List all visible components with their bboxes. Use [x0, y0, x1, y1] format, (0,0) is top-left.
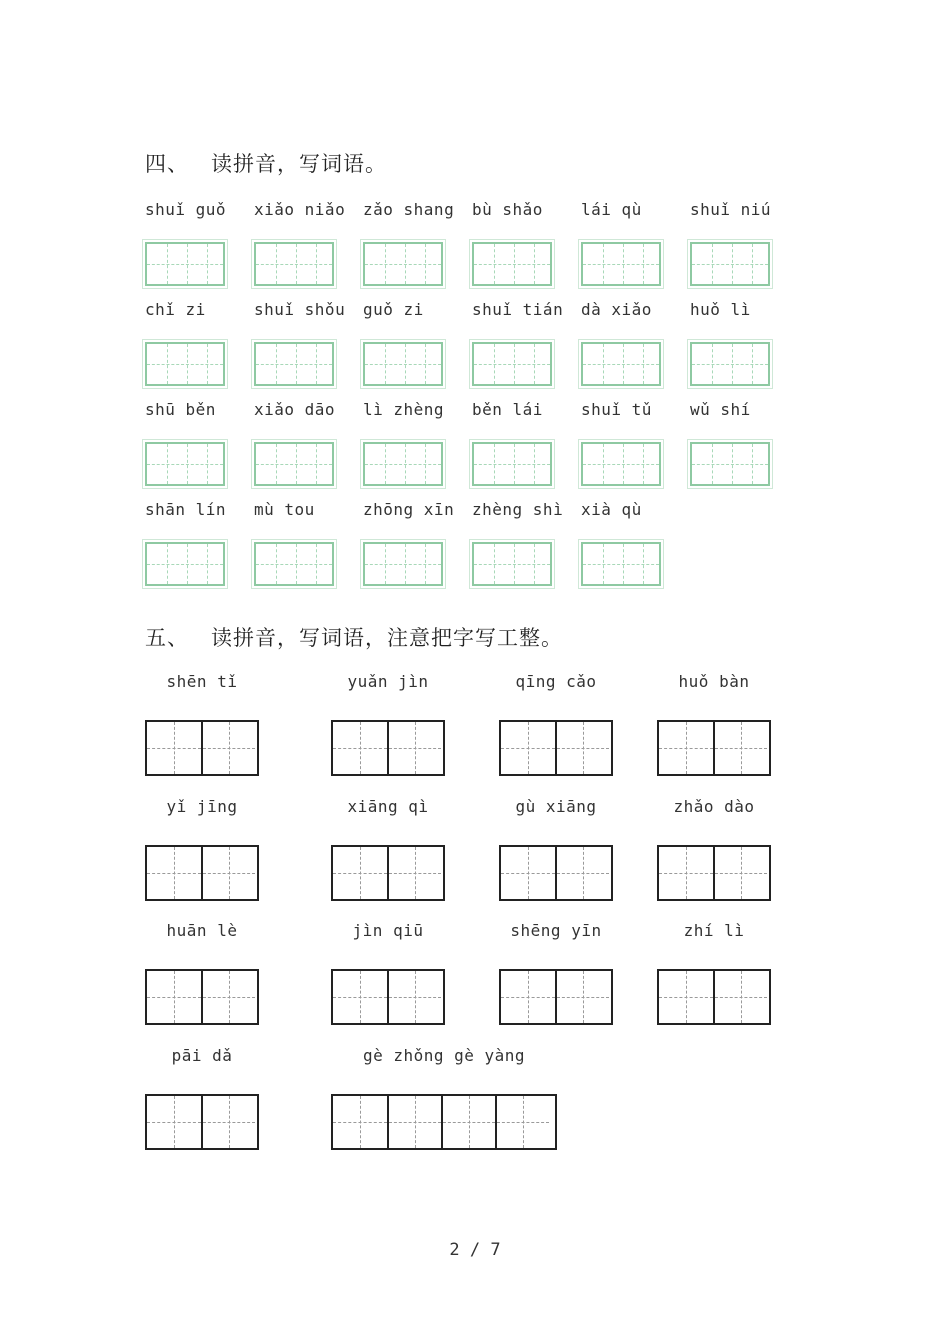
writing-grid-box[interactable] — [690, 442, 770, 486]
character-cell[interactable] — [659, 722, 713, 774]
writing-grid-box[interactable] — [472, 442, 552, 486]
pinyin-prompt: guǒ zi — [363, 300, 424, 319]
pinyin-prompt: gù xiāng — [515, 797, 597, 816]
pinyin-prompt: huǒ lì — [690, 300, 751, 319]
character-cell[interactable] — [387, 722, 441, 774]
writing-grid-box[interactable] — [145, 542, 225, 586]
section-5-number: 五、 — [145, 626, 189, 650]
character-cell[interactable] — [147, 1096, 201, 1148]
writing-grid-box[interactable] — [254, 342, 334, 386]
character-cell[interactable] — [555, 847, 609, 899]
character-cell[interactable] — [501, 722, 555, 774]
pinyin-prompt: dà xiǎo — [581, 300, 652, 319]
character-cell[interactable] — [501, 971, 555, 1023]
writing-grid-box[interactable] — [690, 342, 770, 386]
pinyin-prompt: huǒ bàn — [678, 672, 750, 691]
pinyin-prompt: běn lái — [472, 400, 543, 419]
character-cell[interactable] — [659, 847, 713, 899]
pinyin-prompt: shēn tǐ — [166, 672, 238, 691]
character-cell[interactable] — [147, 847, 201, 899]
section-5-title: 读拼音，写词语，注意把字写工整。 — [211, 626, 563, 650]
pinyin-prompt: xià qù — [581, 500, 642, 519]
character-cell[interactable] — [333, 722, 387, 774]
page-number: 2 / 7 — [449, 1240, 501, 1260]
pinyin-prompt: lì zhèng — [363, 400, 445, 419]
writing-grid-box[interactable] — [363, 342, 443, 386]
character-cell[interactable] — [713, 847, 767, 899]
pinyin-prompt: shū běn — [145, 400, 216, 419]
tianzige-box[interactable] — [657, 969, 771, 1025]
pinyin-prompt: huān lè — [166, 921, 238, 940]
pinyin-prompt: xiǎo niǎo — [254, 200, 346, 219]
pinyin-prompt: zhǎo dào — [673, 797, 755, 816]
writing-grid-box[interactable] — [254, 442, 334, 486]
section-4-number: 四、 — [145, 152, 189, 176]
writing-grid-box[interactable] — [145, 242, 225, 286]
tianzige-box[interactable] — [331, 969, 445, 1025]
character-cell[interactable] — [201, 722, 255, 774]
pinyin-prompt: lái qù — [581, 200, 642, 219]
pinyin-prompt: shuǐ tǔ — [581, 400, 652, 419]
writing-grid-box[interactable] — [581, 442, 661, 486]
pinyin-prompt: shēng yīn — [510, 921, 602, 940]
character-cell[interactable] — [441, 1096, 495, 1148]
pinyin-prompt: jìn qiū — [352, 921, 424, 940]
tianzige-box[interactable] — [145, 969, 259, 1025]
pinyin-prompt: yǐ jīng — [166, 797, 238, 816]
character-cell[interactable] — [501, 847, 555, 899]
character-cell[interactable] — [147, 971, 201, 1023]
tianzige-box[interactable] — [145, 1094, 259, 1150]
character-cell[interactable] — [333, 971, 387, 1023]
writing-grid-box[interactable] — [363, 542, 443, 586]
pinyin-prompt: shuǐ tián — [472, 300, 564, 319]
tianzige-box[interactable] — [499, 845, 613, 901]
character-cell[interactable] — [201, 1096, 255, 1148]
writing-grid-box[interactable] — [145, 342, 225, 386]
pinyin-prompt: zhèng shì — [472, 500, 564, 519]
pinyin-prompt: shān lín — [145, 500, 227, 519]
tianzige-box[interactable] — [499, 720, 613, 776]
character-cell[interactable] — [387, 847, 441, 899]
writing-grid-box[interactable] — [581, 342, 661, 386]
pinyin-prompt: qīng cǎo — [515, 672, 597, 691]
pinyin-prompt: yuǎn jìn — [347, 672, 429, 691]
writing-grid-box[interactable] — [254, 542, 334, 586]
tianzige-box[interactable] — [331, 1094, 557, 1150]
tianzige-box[interactable] — [145, 845, 259, 901]
pinyin-prompt: wǔ shí — [690, 400, 751, 419]
writing-grid-box[interactable] — [581, 542, 661, 586]
pinyin-prompt: chǐ zi — [145, 300, 206, 319]
tianzige-box[interactable] — [145, 720, 259, 776]
character-cell[interactable] — [495, 1096, 549, 1148]
pinyin-prompt: xiǎo dāo — [254, 400, 336, 419]
writing-grid-box[interactable] — [145, 442, 225, 486]
character-cell[interactable] — [201, 971, 255, 1023]
section-4-heading — [145, 148, 387, 178]
section-4-title: 读拼音，写词语。 — [211, 152, 387, 176]
character-cell[interactable] — [659, 971, 713, 1023]
pinyin-prompt: zhōng xīn — [363, 500, 455, 519]
tianzige-box[interactable] — [657, 720, 771, 776]
writing-grid-box[interactable] — [690, 242, 770, 286]
pinyin-prompt: gè zhǒng gè yàng — [362, 1046, 526, 1065]
pinyin-prompt: pāi dǎ — [171, 1046, 233, 1065]
tianzige-box[interactable] — [657, 845, 771, 901]
writing-grid-box[interactable] — [363, 442, 443, 486]
writing-grid-box[interactable] — [472, 542, 552, 586]
character-cell[interactable] — [201, 847, 255, 899]
writing-grid-box[interactable] — [472, 342, 552, 386]
pinyin-prompt: zǎo shang — [363, 200, 455, 219]
pinyin-prompt: zhí lì — [683, 921, 745, 940]
writing-grid-box[interactable] — [363, 242, 443, 286]
writing-grid-box[interactable] — [581, 242, 661, 286]
pinyin-prompt: shuǐ shǒu — [254, 300, 346, 319]
section-5-heading — [145, 622, 563, 652]
pinyin-prompt: shuǐ guǒ — [145, 200, 227, 219]
tianzige-box[interactable] — [331, 720, 445, 776]
character-cell[interactable] — [147, 722, 201, 774]
character-cell[interactable] — [713, 722, 767, 774]
pinyin-prompt: mù tou — [254, 500, 315, 519]
character-cell[interactable] — [333, 1096, 387, 1148]
pinyin-prompt: shuǐ niú — [690, 200, 772, 219]
character-cell[interactable] — [555, 722, 609, 774]
writing-grid-box[interactable] — [472, 242, 552, 286]
character-cell[interactable] — [387, 971, 441, 1023]
tianzige-box[interactable] — [499, 969, 613, 1025]
character-cell[interactable] — [333, 847, 387, 899]
tianzige-box[interactable] — [331, 845, 445, 901]
character-cell[interactable] — [713, 971, 767, 1023]
writing-grid-box[interactable] — [254, 242, 334, 286]
character-cell[interactable] — [555, 971, 609, 1023]
character-cell[interactable] — [387, 1096, 441, 1148]
pinyin-prompt: xiāng qì — [347, 797, 429, 816]
pinyin-prompt: bù shǎo — [472, 200, 543, 219]
